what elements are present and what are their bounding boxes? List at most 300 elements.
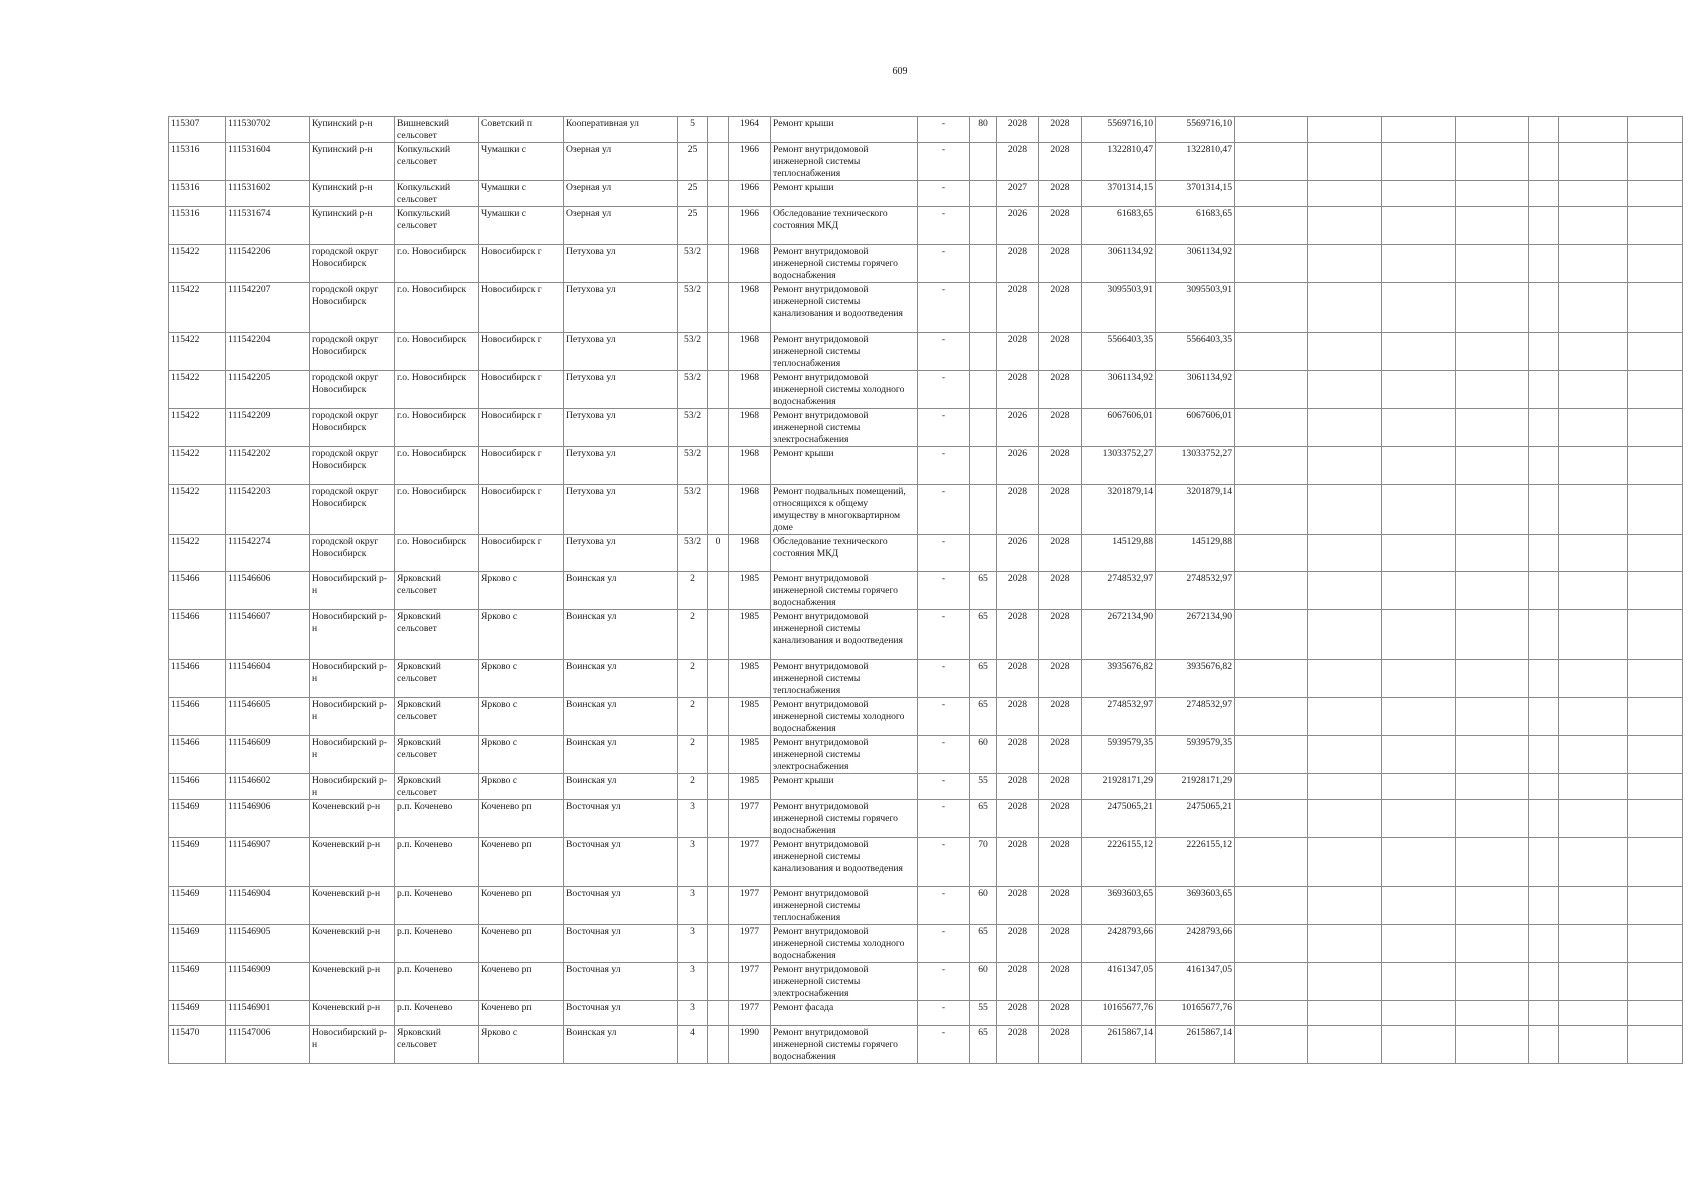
cell-extra-1 (1235, 143, 1308, 181)
cell-settlement: Коченево рп (479, 1001, 564, 1026)
cell-extra-5 (1529, 774, 1559, 800)
cell-municipality: Копкульский сельсовет (395, 207, 479, 245)
table-row (169, 1001, 1683, 1026)
cell-plan-year: 2028 (997, 838, 1039, 887)
cell-extra-1 (1235, 207, 1308, 245)
cell-building (708, 800, 729, 838)
cell-cost: 1322810,47 (1082, 143, 1156, 181)
cell-extra-4 (1456, 698, 1529, 736)
cell-extra-7 (1628, 1026, 1683, 1064)
cell-building (708, 245, 729, 283)
cell-extra-3 (1382, 572, 1456, 610)
cell-cost: 3935676,82 (1082, 660, 1156, 698)
cell-extra-2 (1308, 535, 1382, 572)
cell-extra-3 (1382, 963, 1456, 1001)
table-row (169, 117, 1683, 143)
cell-dash: - (918, 572, 970, 610)
cell-plan-year: 2028 (997, 333, 1039, 371)
cell-uid: 115307 (169, 117, 226, 143)
cell-settlement: Чумашки с (479, 207, 564, 245)
cell-extra-7 (1628, 245, 1683, 283)
cell-extra-6 (1559, 245, 1628, 283)
cell-street: Петухова ул (564, 283, 678, 333)
cell-work-id: 111542209 (226, 409, 310, 447)
cell-work-type: Ремонт внутридомовой инженерной системы электроснабжения (771, 736, 918, 774)
cell-year: 1968 (729, 447, 771, 485)
table-row (169, 736, 1683, 774)
cell-extra-3 (1382, 283, 1456, 333)
cell-wear (970, 207, 997, 245)
cell-uid: 115422 (169, 245, 226, 283)
cell-work-type: Ремонт внутридомовой инженерной системы теплоснабжения (771, 887, 918, 925)
cell-extra-3 (1382, 535, 1456, 572)
cell-municipality: Ярковский сельсовет (395, 1026, 479, 1064)
cell-extra-2 (1308, 245, 1382, 283)
cell-municipality: г.о. Новосибирск (395, 535, 479, 572)
cell-district: Коченевский р-н (310, 838, 395, 887)
cell-dash: - (918, 800, 970, 838)
cell-street: Озерная ул (564, 181, 678, 207)
cell-wear: 65 (970, 925, 997, 963)
cell-extra-3 (1382, 181, 1456, 207)
cell-extra-4 (1456, 774, 1529, 800)
cell-work-id: 111530702 (226, 117, 310, 143)
cell-extra-7 (1628, 207, 1683, 245)
table-row (169, 447, 1683, 485)
cell-dash: - (918, 447, 970, 485)
cell-dash: - (918, 963, 970, 1001)
cell-district: Коченевский р-н (310, 963, 395, 1001)
cell-wear: 65 (970, 610, 997, 660)
cell-extra-4 (1456, 1001, 1529, 1026)
cell-work-id: 111546605 (226, 698, 310, 736)
cell-settlement: Новосибирск г (479, 535, 564, 572)
cell-plan-year: 2026 (997, 535, 1039, 572)
cell-dash: - (918, 409, 970, 447)
cell-dash: - (918, 333, 970, 371)
cell-plan-year: 2026 (997, 207, 1039, 245)
cell-end-year: 2028 (1039, 333, 1082, 371)
cell-wear (970, 371, 997, 409)
cell-district: Купинский р-н (310, 207, 395, 245)
cell-end-year: 2028 (1039, 485, 1082, 535)
cell-end-year: 2028 (1039, 181, 1082, 207)
table-row (169, 660, 1683, 698)
cell-extra-1 (1235, 181, 1308, 207)
cell-end-year: 2028 (1039, 1001, 1082, 1026)
cell-extra-6 (1559, 887, 1628, 925)
cell-extra-3 (1382, 774, 1456, 800)
cell-total-cost: 2748532,97 (1156, 698, 1235, 736)
cell-district: Коченевский р-н (310, 887, 395, 925)
cell-extra-3 (1382, 447, 1456, 485)
cell-house-number: 53/2 (678, 535, 708, 572)
cell-plan-year: 2028 (997, 143, 1039, 181)
cell-extra-2 (1308, 447, 1382, 485)
cell-extra-7 (1628, 838, 1683, 887)
cell-extra-7 (1628, 572, 1683, 610)
cell-building (708, 660, 729, 698)
cell-municipality: Ярковский сельсовет (395, 660, 479, 698)
cell-year: 1966 (729, 143, 771, 181)
cell-year: 1968 (729, 283, 771, 333)
cell-year: 1964 (729, 117, 771, 143)
cell-house-number: 53/2 (678, 409, 708, 447)
cell-district: Купинский р-н (310, 117, 395, 143)
cell-extra-7 (1628, 143, 1683, 181)
cell-extra-1 (1235, 698, 1308, 736)
cell-extra-2 (1308, 660, 1382, 698)
table-row (169, 245, 1683, 283)
cell-extra-1 (1235, 117, 1308, 143)
cell-extra-7 (1628, 371, 1683, 409)
cell-work-id: 111542274 (226, 535, 310, 572)
cell-wear: 65 (970, 572, 997, 610)
cell-plan-year: 2028 (997, 963, 1039, 1001)
cell-district: Купинский р-н (310, 181, 395, 207)
cell-district: Купинский р-н (310, 143, 395, 181)
cell-street: Восточная ул (564, 925, 678, 963)
cell-cost: 5569716,10 (1082, 117, 1156, 143)
cell-total-cost: 3701314,15 (1156, 181, 1235, 207)
cell-extra-4 (1456, 660, 1529, 698)
cell-extra-2 (1308, 774, 1382, 800)
cell-dash: - (918, 736, 970, 774)
cell-year: 1977 (729, 1001, 771, 1026)
cell-total-cost: 2748532,97 (1156, 572, 1235, 610)
cell-settlement: Ярково с (479, 774, 564, 800)
cell-municipality: г.о. Новосибирск (395, 409, 479, 447)
cell-plan-year: 2028 (997, 1026, 1039, 1064)
cell-total-cost: 5939579,35 (1156, 736, 1235, 774)
cell-extra-1 (1235, 963, 1308, 1001)
cell-work-type: Ремонт внутридомовой инженерной системы горячего водоснабжения (771, 572, 918, 610)
cell-work-id: 111531604 (226, 143, 310, 181)
cell-uid: 115466 (169, 660, 226, 698)
cell-building (708, 925, 729, 963)
cell-uid: 115466 (169, 736, 226, 774)
cell-end-year: 2028 (1039, 698, 1082, 736)
cell-uid: 115316 (169, 143, 226, 181)
cell-settlement: Коченево рп (479, 838, 564, 887)
cell-extra-4 (1456, 371, 1529, 409)
cell-extra-2 (1308, 333, 1382, 371)
cell-settlement: Ярково с (479, 1026, 564, 1064)
cell-building (708, 371, 729, 409)
cell-plan-year: 2028 (997, 774, 1039, 800)
cell-extra-1 (1235, 1026, 1308, 1064)
cell-work-type: Ремонт крыши (771, 181, 918, 207)
cell-cost: 5939579,35 (1082, 736, 1156, 774)
cell-extra-3 (1382, 409, 1456, 447)
cell-extra-1 (1235, 660, 1308, 698)
cell-total-cost: 3201879,14 (1156, 485, 1235, 535)
cell-extra-6 (1559, 698, 1628, 736)
cell-building (708, 572, 729, 610)
cell-extra-2 (1308, 838, 1382, 887)
cell-work-id: 111546905 (226, 925, 310, 963)
cell-settlement: Коченево рп (479, 887, 564, 925)
cell-extra-2 (1308, 117, 1382, 143)
cell-extra-6 (1559, 1001, 1628, 1026)
cell-extra-5 (1529, 283, 1559, 333)
cell-settlement: Новосибирск г (479, 485, 564, 535)
cell-wear: 60 (970, 963, 997, 1001)
cell-extra-4 (1456, 838, 1529, 887)
cell-building (708, 143, 729, 181)
cell-extra-6 (1559, 610, 1628, 660)
cell-street: Озерная ул (564, 207, 678, 245)
cell-extra-2 (1308, 1026, 1382, 1064)
cell-end-year: 2028 (1039, 1026, 1082, 1064)
cell-extra-5 (1529, 660, 1559, 698)
cell-dash: - (918, 207, 970, 245)
cell-dash: - (918, 283, 970, 333)
cell-total-cost: 5566403,35 (1156, 333, 1235, 371)
cell-district: Коченевский р-н (310, 800, 395, 838)
table-row (169, 409, 1683, 447)
cell-total-cost: 2672134,90 (1156, 610, 1235, 660)
cell-extra-6 (1559, 181, 1628, 207)
cell-municipality: Ярковский сельсовет (395, 774, 479, 800)
cell-extra-3 (1382, 660, 1456, 698)
cell-extra-2 (1308, 887, 1382, 925)
cell-extra-6 (1559, 283, 1628, 333)
cell-end-year: 2028 (1039, 887, 1082, 925)
cell-building (708, 887, 729, 925)
cell-total-cost: 21928171,29 (1156, 774, 1235, 800)
cell-work-type: Ремонт внутридомовой инженерной системы теплоснабжения (771, 333, 918, 371)
cell-work-id: 111542204 (226, 333, 310, 371)
cell-wear: 60 (970, 887, 997, 925)
cell-extra-6 (1559, 535, 1628, 572)
cell-uid: 115422 (169, 447, 226, 485)
cell-wear: 55 (970, 774, 997, 800)
registry-table (168, 116, 1683, 1064)
cell-extra-4 (1456, 143, 1529, 181)
cell-municipality: Ярковский сельсовет (395, 572, 479, 610)
cell-extra-2 (1308, 1001, 1382, 1026)
cell-extra-5 (1529, 371, 1559, 409)
cell-house-number: 3 (678, 925, 708, 963)
cell-dash: - (918, 660, 970, 698)
cell-plan-year: 2028 (997, 1001, 1039, 1026)
cell-extra-7 (1628, 485, 1683, 535)
cell-end-year: 2028 (1039, 838, 1082, 887)
cell-district: городской округ Новосибирск (310, 333, 395, 371)
cell-extra-3 (1382, 143, 1456, 181)
cell-district: Новосибирский р-н (310, 1026, 395, 1064)
cell-year: 1968 (729, 333, 771, 371)
cell-extra-5 (1529, 409, 1559, 447)
table-row (169, 774, 1683, 800)
cell-end-year: 2028 (1039, 925, 1082, 963)
cell-settlement: Новосибирск г (479, 333, 564, 371)
cell-extra-6 (1559, 333, 1628, 371)
cell-uid: 115466 (169, 774, 226, 800)
cell-cost: 2475065,21 (1082, 800, 1156, 838)
table-row (169, 181, 1683, 207)
cell-cost: 2748532,97 (1082, 698, 1156, 736)
cell-cost: 6067606,01 (1082, 409, 1156, 447)
cell-end-year: 2028 (1039, 572, 1082, 610)
cell-extra-7 (1628, 283, 1683, 333)
cell-dash: - (918, 925, 970, 963)
cell-municipality: г.о. Новосибирск (395, 447, 479, 485)
cell-settlement: Новосибирск г (479, 245, 564, 283)
cell-extra-3 (1382, 838, 1456, 887)
cell-extra-6 (1559, 447, 1628, 485)
cell-total-cost: 2226155,12 (1156, 838, 1235, 887)
cell-settlement: Ярково с (479, 736, 564, 774)
cell-house-number: 53/2 (678, 371, 708, 409)
cell-house-number: 3 (678, 1001, 708, 1026)
cell-cost: 5566403,35 (1082, 333, 1156, 371)
cell-wear: 55 (970, 1001, 997, 1026)
cell-house-number: 2 (678, 610, 708, 660)
cell-work-type: Обследование технического состояния МКД (771, 535, 918, 572)
cell-municipality: г.о. Новосибирск (395, 245, 479, 283)
cell-end-year: 2028 (1039, 245, 1082, 283)
cell-municipality: р.п. Коченево (395, 1001, 479, 1026)
cell-house-number: 2 (678, 572, 708, 610)
cell-extra-7 (1628, 535, 1683, 572)
cell-street: Воинская ул (564, 1026, 678, 1064)
cell-district: городской округ Новосибирск (310, 245, 395, 283)
cell-year: 1977 (729, 800, 771, 838)
cell-dash: - (918, 117, 970, 143)
cell-building (708, 485, 729, 535)
cell-settlement: Новосибирск г (479, 447, 564, 485)
cell-extra-4 (1456, 447, 1529, 485)
cell-extra-5 (1529, 736, 1559, 774)
cell-street: Восточная ул (564, 800, 678, 838)
cell-cost: 145129,88 (1082, 535, 1156, 572)
cell-uid: 115316 (169, 181, 226, 207)
cell-settlement: Коченево рп (479, 963, 564, 1001)
table-row (169, 963, 1683, 1001)
cell-plan-year: 2028 (997, 117, 1039, 143)
cell-year: 1966 (729, 207, 771, 245)
cell-extra-5 (1529, 245, 1559, 283)
cell-wear (970, 143, 997, 181)
table-row (169, 1026, 1683, 1064)
cell-extra-3 (1382, 333, 1456, 371)
cell-extra-1 (1235, 774, 1308, 800)
cell-extra-7 (1628, 925, 1683, 963)
cell-extra-5 (1529, 117, 1559, 143)
cell-street: Восточная ул (564, 887, 678, 925)
cell-work-id: 111542205 (226, 371, 310, 409)
table-row (169, 925, 1683, 963)
cell-dash: - (918, 1001, 970, 1026)
cell-year: 1990 (729, 1026, 771, 1064)
cell-cost: 3061134,92 (1082, 245, 1156, 283)
cell-work-id: 111546901 (226, 1001, 310, 1026)
cell-uid: 115469 (169, 1001, 226, 1026)
cell-house-number: 25 (678, 143, 708, 181)
cell-extra-4 (1456, 181, 1529, 207)
cell-district: Новосибирский р-н (310, 610, 395, 660)
cell-street: Воинская ул (564, 698, 678, 736)
cell-cost: 2615867,14 (1082, 1026, 1156, 1064)
cell-end-year: 2028 (1039, 283, 1082, 333)
table-row (169, 143, 1683, 181)
cell-extra-4 (1456, 207, 1529, 245)
cell-extra-5 (1529, 698, 1559, 736)
cell-extra-1 (1235, 283, 1308, 333)
cell-year: 1977 (729, 887, 771, 925)
cell-work-type: Ремонт внутридомовой инженерной системы холодного водоснабжения (771, 371, 918, 409)
cell-extra-6 (1559, 736, 1628, 774)
cell-cost: 3701314,15 (1082, 181, 1156, 207)
cell-uid: 115470 (169, 1026, 226, 1064)
cell-wear (970, 283, 997, 333)
cell-cost: 13033752,27 (1082, 447, 1156, 485)
cell-extra-4 (1456, 610, 1529, 660)
cell-dash: - (918, 774, 970, 800)
cell-district: Новосибирский р-н (310, 698, 395, 736)
cell-end-year: 2028 (1039, 143, 1082, 181)
cell-uid: 115469 (169, 925, 226, 963)
cell-district: Новосибирский р-н (310, 660, 395, 698)
cell-work-type: Ремонт внутридомовой инженерной системы горячего водоснабжения (771, 800, 918, 838)
cell-extra-3 (1382, 887, 1456, 925)
cell-extra-6 (1559, 485, 1628, 535)
cell-plan-year: 2027 (997, 181, 1039, 207)
cell-plan-year: 2028 (997, 572, 1039, 610)
cell-extra-3 (1382, 245, 1456, 283)
cell-extra-3 (1382, 925, 1456, 963)
cell-year: 1985 (729, 572, 771, 610)
cell-work-id: 111542207 (226, 283, 310, 333)
cell-work-type: Ремонт крыши (771, 117, 918, 143)
cell-house-number: 5 (678, 117, 708, 143)
cell-year: 1968 (729, 409, 771, 447)
cell-dash: - (918, 838, 970, 887)
table-row (169, 535, 1683, 572)
cell-extra-3 (1382, 698, 1456, 736)
cell-house-number: 53/2 (678, 245, 708, 283)
cell-end-year: 2028 (1039, 610, 1082, 660)
cell-extra-7 (1628, 333, 1683, 371)
cell-dash: - (918, 698, 970, 736)
cell-year: 1977 (729, 838, 771, 887)
cell-municipality: Вишневский сельсовет (395, 117, 479, 143)
cell-cost: 2672134,90 (1082, 610, 1156, 660)
cell-end-year: 2028 (1039, 963, 1082, 1001)
cell-extra-1 (1235, 572, 1308, 610)
cell-house-number: 25 (678, 181, 708, 207)
cell-extra-6 (1559, 963, 1628, 1001)
cell-district: Коченевский р-н (310, 925, 395, 963)
cell-street: Воинская ул (564, 736, 678, 774)
cell-wear (970, 535, 997, 572)
cell-extra-6 (1559, 774, 1628, 800)
cell-house-number: 53/2 (678, 485, 708, 535)
cell-extra-2 (1308, 963, 1382, 1001)
cell-total-cost: 4161347,05 (1156, 963, 1235, 1001)
cell-extra-2 (1308, 283, 1382, 333)
cell-extra-6 (1559, 572, 1628, 610)
cell-cost: 2428793,66 (1082, 925, 1156, 963)
cell-plan-year: 2028 (997, 736, 1039, 774)
cell-dash: - (918, 181, 970, 207)
cell-year: 1968 (729, 245, 771, 283)
cell-street: Петухова ул (564, 535, 678, 572)
cell-cost: 2748532,97 (1082, 572, 1156, 610)
cell-total-cost: 2428793,66 (1156, 925, 1235, 963)
